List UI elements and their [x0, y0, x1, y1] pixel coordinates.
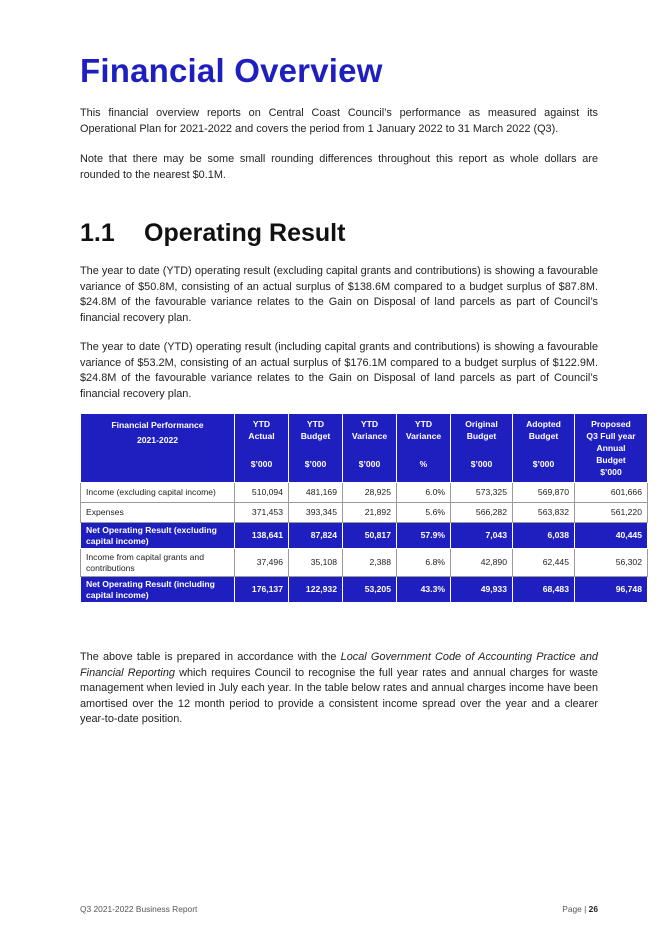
- table-cell: 57.9%: [397, 523, 451, 549]
- table-header-cell: [235, 414, 289, 483]
- table-cell: 53,205: [343, 577, 397, 603]
- table-cell: 561,220: [575, 503, 648, 523]
- table-header-cell: [513, 414, 575, 483]
- table-cell: 176,137: [235, 577, 289, 603]
- table-header-unit: $’000: [358, 459, 381, 469]
- footer-page-number: 26: [588, 904, 598, 914]
- table-cell: 50,817: [343, 523, 397, 549]
- table-cell: 6.0%: [397, 483, 451, 503]
- closing-text-code-reference: Local Government Code of Accounting Practice and Financial Reporting: [80, 651, 598, 679]
- table-cell: 49,933: [451, 577, 513, 603]
- table-cell: 21,892: [343, 503, 397, 523]
- table-header-cell: [343, 414, 397, 483]
- operating-result-excluding-paragraph: The year to date (YTD) operating result (excluding capital grants and contributions) is showing a favourable variance of $50.8M, consisting of an actual surplus of $138.6M compared to a budget surplus of $87.8M. $24.8M of the favourable variance relates to the Gain on Disposal of land parcels as part of Council’s financial recovery plan.: [80, 265, 598, 324]
- intro-paragraph: This financial overview reports on Central Coast Council’s performance as measured against its Operational Plan for 2021-2022 and covers the period from 1 January 2022 to 31 March 2022 (Q3).: [80, 107, 598, 135]
- table-cell: 42,890: [451, 549, 513, 577]
- table-cell: 510,094: [235, 483, 289, 503]
- table-cell: 87,824: [289, 523, 343, 549]
- table-header-title: Adopted Budget: [526, 419, 561, 441]
- table-cell: 40,445: [575, 523, 648, 549]
- section-title: Operating Result: [144, 219, 346, 247]
- table-row: [81, 503, 648, 523]
- table-cell: 43.3%: [397, 577, 451, 603]
- table-cell: 481,169: [289, 483, 343, 503]
- table-header-title: Financial Performance 2021-2022: [111, 420, 204, 445]
- row-label: Income (excluding capital income): [81, 483, 235, 503]
- table-header-cell: [451, 414, 513, 483]
- table-header-unit: %: [419, 459, 428, 469]
- row-label: Income from capital grants and contributions: [81, 549, 235, 577]
- table-cell: 569,870: [513, 483, 575, 503]
- row-label: Expenses: [81, 503, 235, 523]
- table-header-unit: $’000: [600, 467, 622, 477]
- table-header-title: YTD Budget: [300, 419, 331, 441]
- table-cell: 68,483: [513, 577, 575, 603]
- row-label: Net Operating Result (excluding capital income): [81, 523, 235, 549]
- table-header-cell: [289, 414, 343, 483]
- page-footer: [80, 904, 598, 914]
- financial-performance-table: [80, 413, 648, 603]
- table-header-row: [81, 414, 648, 483]
- table-header-unit: $’000: [532, 459, 555, 469]
- footer-page: [562, 904, 598, 914]
- table-cell: 6,038: [513, 523, 575, 549]
- table-row: [81, 483, 648, 503]
- table-header-label: [81, 414, 235, 483]
- rounding-note: Note that there may be some small rounding differences throughout this report as whole dollars are rounded to the nearest $0.1M.: [80, 153, 598, 181]
- table-header-cell: [397, 414, 451, 483]
- table-header-cell: [575, 414, 648, 483]
- table-row: [81, 523, 648, 549]
- table-cell: 7,043: [451, 523, 513, 549]
- table-cell: 2,388: [343, 549, 397, 577]
- table-header-title: Original Budget: [465, 419, 498, 441]
- table-cell: 28,925: [343, 483, 397, 503]
- table-header-title: Proposed Q3 Full year Annual Budget: [586, 419, 636, 465]
- table-cell: 37,496: [235, 549, 289, 577]
- table-cell: 601,666: [575, 483, 648, 503]
- footer-report-name: Q3 2021-2022 Business Report: [80, 904, 198, 914]
- table-cell: 35,108: [289, 549, 343, 577]
- table-row: [81, 577, 648, 603]
- closing-paragraph: [80, 650, 598, 728]
- section-heading: [80, 219, 345, 248]
- table-header-title: YTD Variance: [405, 419, 442, 441]
- table-row: [81, 549, 648, 577]
- row-label: Net Operating Result (including capital income): [81, 577, 235, 603]
- table-header-title: YTD Variance: [351, 419, 388, 441]
- table-cell: 393,345: [289, 503, 343, 523]
- page-title: Financial Overview: [80, 52, 383, 89]
- table-cell: 6.8%: [397, 549, 451, 577]
- table-header-unit: $’000: [250, 459, 273, 469]
- table-header-title: YTD Actual: [248, 419, 275, 441]
- table-cell: 122,932: [289, 577, 343, 603]
- table-cell: 62,445: [513, 549, 575, 577]
- table-header-unit: $’000: [304, 459, 327, 469]
- table-cell: 138,641: [235, 523, 289, 549]
- closing-text-part2: which requires Council to recognise the full year rates and annual charges for waste management when levied in July each year. In the table below rates and annual charges income have been amortised over the 12 month period to provide a consistent income spread over the year and a clearer year-to-date position.: [80, 666, 598, 725]
- operating-result-including-paragraph: The year to date (YTD) operating result (including capital grants and contributions) is showing a favourable variance of $53.2M, consisting of an actual surplus of $176.1M compared to a budget surplus of $122.9M. $24.8M of the favourable variance relates to the Gain on Disposal of land parcels as part of Council’s financial recovery plan.: [80, 341, 598, 400]
- table-cell: 5.6%: [397, 503, 451, 523]
- section-number: 1.1: [80, 219, 115, 247]
- closing-text-part1: The above table is prepared in accordance with the: [80, 651, 341, 663]
- table-header-unit: $’000: [470, 459, 493, 469]
- table-cell: 563,832: [513, 503, 575, 523]
- footer-page-label: Page |: [562, 904, 589, 914]
- table-cell: 566,282: [451, 503, 513, 523]
- table-cell: 371,453: [235, 503, 289, 523]
- table-cell: 96,748: [575, 577, 648, 603]
- table-cell: 56,302: [575, 549, 648, 577]
- table-cell: 573,325: [451, 483, 513, 503]
